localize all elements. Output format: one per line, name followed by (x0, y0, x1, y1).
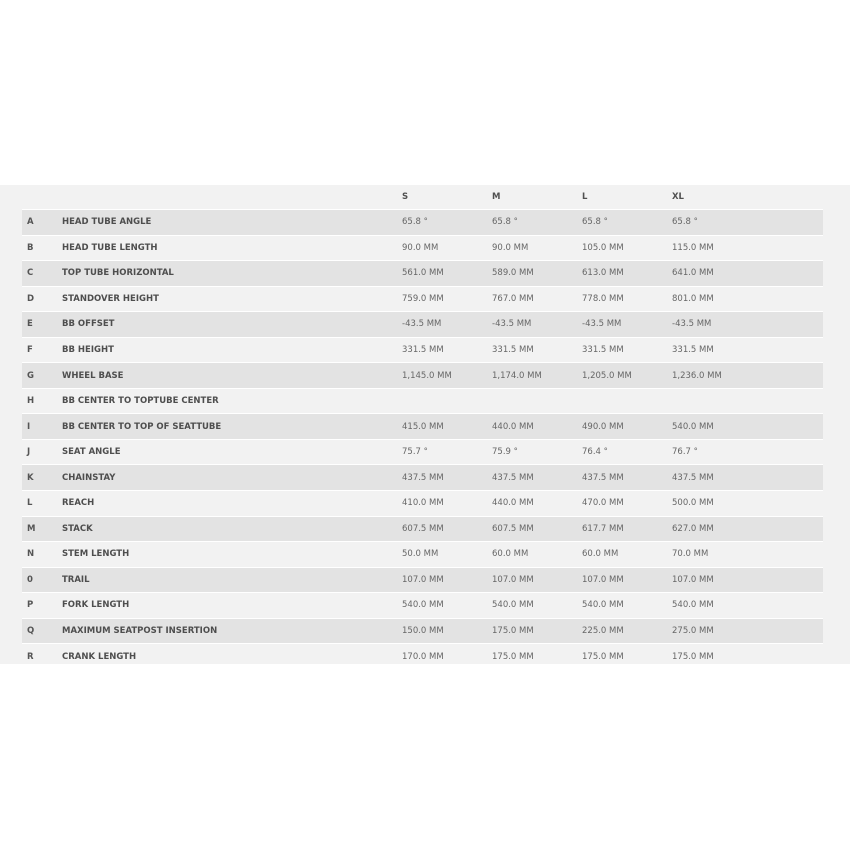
row-value-l: 331.5 MM (582, 345, 624, 355)
row-value-l: 437.5 MM (582, 472, 624, 483)
row-value-l: 60.0 MM (582, 549, 619, 560)
row-value-s: 331.5 MM (402, 345, 444, 355)
row-measurement-name: TOP TUBE HORIZONTAL (62, 268, 174, 279)
row-measurement-name: HEAD TUBE ANGLE (62, 217, 152, 228)
row-value-s: 150.0 MM (402, 626, 444, 637)
row-value-xl: 65.8 ° (672, 217, 698, 228)
header-size-xl: XL (672, 192, 684, 202)
row-measurement-name: CHAINSTAY (62, 472, 116, 483)
row-measurement-name: BB CENTER TO TOPTUBE CENTER (62, 396, 219, 407)
row-value-m: 90.0 MM (492, 242, 529, 253)
row-measurement-name: SEAT ANGLE (62, 447, 121, 458)
row-value-l (582, 388, 672, 414)
row-letter: B (27, 242, 34, 253)
header-letter (22, 185, 62, 210)
row-value-s: 540.0 MM (402, 600, 444, 611)
header-measurement (62, 185, 402, 210)
row-letter: J (27, 447, 31, 458)
row-letter: I (27, 421, 31, 432)
row-value-s: 90.0 MM (402, 242, 439, 253)
table-row (22, 363, 823, 389)
row-measurement-name: CRANK LENGTH (62, 651, 137, 662)
geometry-panel (0, 185, 850, 664)
row-value-s: 1,145.0 MM (402, 370, 452, 381)
row-value-l: 613.0 MM (582, 268, 624, 279)
header-size-s: S (402, 192, 409, 202)
row-value-s: 437.5 MM (402, 472, 444, 483)
row-value-s: 50.0 MM (402, 549, 439, 560)
row-value-xl: 1,236.0 MM (672, 370, 722, 381)
row-measurement-name: FORK LENGTH (62, 600, 130, 611)
row-value-m: 440.0 MM (492, 498, 534, 509)
row-value-l: 617.7 MM (582, 523, 624, 534)
table-row (22, 516, 823, 542)
table-header-row (22, 185, 823, 210)
table-row (22, 439, 823, 465)
row-measurement-name: BB OFFSET (62, 319, 115, 330)
row-value-s (402, 388, 492, 414)
row-value-s: 107.0 MM (402, 574, 444, 585)
row-value-l: 65.8 ° (582, 217, 608, 228)
row-value-l: 107.0 MM (582, 574, 624, 585)
row-measurement-name: BB CENTER TO TOP OF SEATTUBE (62, 421, 222, 432)
row-letter: A (27, 217, 34, 228)
table-row (22, 542, 823, 568)
row-value-m: 1,174.0 MM (492, 370, 542, 381)
row-value-m: 75.9 ° (492, 447, 518, 458)
row-value-s: 410.0 MM (402, 498, 444, 509)
table-row (22, 644, 823, 669)
table-row (22, 210, 823, 236)
row-letter: D (27, 293, 35, 304)
row-value-m: 60.0 MM (492, 549, 529, 560)
row-value-m: 65.8 ° (492, 217, 518, 228)
row-measurement-name: BB HEIGHT (62, 345, 114, 355)
table-row (22, 235, 823, 261)
row-letter: E (27, 319, 33, 330)
row-value-l: 540.0 MM (582, 600, 624, 611)
row-value-m: 175.0 MM (492, 626, 534, 637)
row-letter: G (27, 370, 34, 381)
row-measurement-name: REACH (62, 498, 95, 509)
row-letter: Q (27, 626, 35, 637)
row-measurement-name: HEAD TUBE LENGTH (62, 242, 158, 253)
row-value-m: 767.0 MM (492, 293, 534, 304)
row-value-xl: -43.5 MM (672, 319, 712, 330)
table-row (22, 286, 823, 312)
row-value-m: 107.0 MM (492, 574, 534, 585)
row-value-m: 607.5 MM (492, 523, 534, 534)
row-value-l: 1,205.0 MM (582, 370, 632, 381)
row-value-l: 778.0 MM (582, 293, 624, 304)
row-value-m: -43.5 MM (492, 319, 532, 330)
row-measurement-name: MAXIMUM SEATPOST INSERTION (62, 626, 218, 637)
row-value-xl: 540.0 MM (672, 600, 714, 611)
table-row (22, 414, 823, 440)
row-measurement-name: STANDOVER HEIGHT (62, 293, 159, 304)
row-letter: F (27, 345, 33, 355)
row-value-xl: 107.0 MM (672, 574, 714, 585)
table-row (22, 388, 823, 414)
row-value-m: 437.5 MM (492, 472, 534, 483)
row-value-m: 440.0 MM (492, 421, 534, 432)
table-row (22, 312, 823, 338)
row-value-l: 490.0 MM (582, 421, 624, 432)
row-value-m: 175.0 MM (492, 651, 534, 662)
row-measurement-name: STEM LENGTH (62, 549, 130, 560)
row-measurement-name: WHEEL BASE (62, 370, 124, 381)
row-value-xl: 627.0 MM (672, 523, 714, 534)
row-value-xl: 641.0 MM (672, 268, 714, 279)
row-measurement-name: STACK (62, 523, 93, 534)
row-letter: L (27, 498, 33, 509)
header-size-l: L (582, 192, 588, 202)
row-value-xl: 175.0 MM (672, 651, 714, 662)
row-value-s: 561.0 MM (402, 268, 444, 279)
row-value-s: 170.0 MM (402, 651, 444, 662)
table-row (22, 593, 823, 619)
row-value-xl: 801.0 MM (672, 293, 714, 304)
row-value-xl: 500.0 MM (672, 498, 714, 509)
row-letter: H (27, 396, 35, 407)
row-value-s: -43.5 MM (402, 319, 442, 330)
row-value-xl: 437.5 MM (672, 472, 714, 483)
row-value-xl: 275.0 MM (672, 626, 714, 637)
table-row (22, 337, 823, 363)
row-value-xl: 76.7 ° (672, 447, 698, 458)
row-value-l: 175.0 MM (582, 651, 624, 662)
row-value-s: 65.8 ° (402, 217, 428, 228)
table-row (22, 465, 823, 491)
row-value-xl: 540.0 MM (672, 421, 714, 432)
table-row (22, 567, 823, 593)
table-header (22, 185, 823, 210)
row-letter: P (27, 600, 34, 611)
row-value-m (492, 388, 582, 414)
row-value-xl: 331.5 MM (672, 345, 714, 355)
row-value-l: 105.0 MM (582, 242, 624, 253)
row-letter: R (27, 651, 34, 662)
row-value-m: 589.0 MM (492, 268, 534, 279)
row-letter: M (27, 523, 36, 534)
row-value-l: 225.0 MM (582, 626, 624, 637)
row-letter: 0 (27, 574, 33, 585)
row-measurement-name: TRAIL (62, 574, 90, 585)
row-value-m: 331.5 MM (492, 345, 534, 355)
row-value-s: 759.0 MM (402, 293, 444, 304)
row-letter: K (27, 472, 34, 483)
row-value-l: -43.5 MM (582, 319, 622, 330)
row-value-s: 415.0 MM (402, 421, 444, 432)
header-size-m: M (492, 192, 501, 202)
row-value-xl: 70.0 MM (672, 549, 709, 560)
row-value-xl: 115.0 MM (672, 242, 714, 253)
row-value-l: 470.0 MM (582, 498, 624, 509)
row-value-s: 75.7 ° (402, 447, 428, 458)
row-value-m: 540.0 MM (492, 600, 534, 611)
table-row (22, 261, 823, 287)
row-value-xl (672, 388, 823, 414)
row-letter: C (27, 268, 34, 279)
row-value-l: 76.4 ° (582, 447, 608, 458)
table-row (22, 618, 823, 644)
geometry-table (22, 185, 823, 669)
row-value-s: 607.5 MM (402, 523, 444, 534)
table-row (22, 491, 823, 517)
table-body (22, 210, 823, 669)
row-letter: N (27, 549, 35, 560)
